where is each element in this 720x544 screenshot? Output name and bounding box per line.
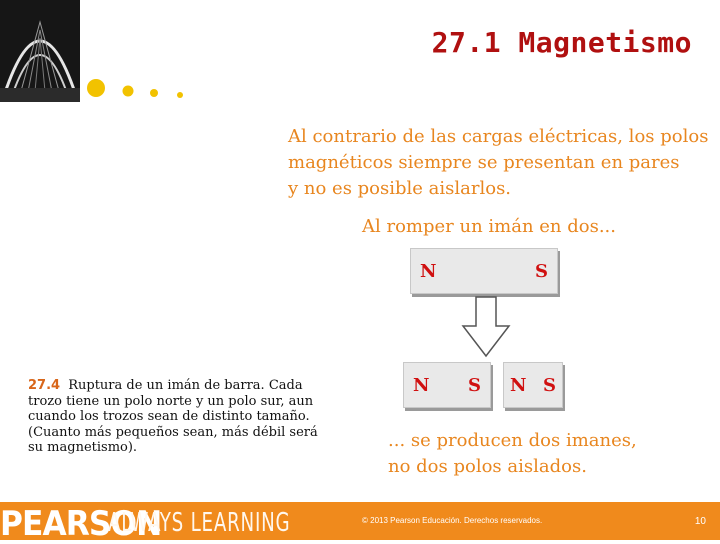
bridge-photo-thumbnail (0, 0, 80, 102)
bullet-dots-icon (86, 76, 196, 100)
north-pole-label: N (413, 374, 430, 396)
pearson-logo: PEARSON (0, 504, 162, 544)
intro-text (288, 124, 708, 202)
slide-title: 27.1 Magnetismo (431, 26, 692, 59)
bar-magnet-piece-1 (403, 362, 491, 408)
intro-line: magnéticos siempre se presentan en pares (288, 152, 680, 173)
result-line: ... se producen dos imanes, (388, 430, 637, 451)
break-caption: Al romper un imán en dos... (362, 216, 616, 237)
south-pole-label: S (468, 374, 481, 396)
tagline: ALWAYS LEARNING (108, 508, 291, 538)
copyright-text: © 2013 Pearson Educación. Derechos reservados. (362, 516, 543, 525)
bar-magnet-piece-2 (503, 362, 563, 408)
down-arrow-icon (461, 296, 511, 358)
footer-bar (0, 502, 720, 544)
bar-magnet-whole (410, 248, 558, 294)
intro-line: Al contrario de las cargas eléctricas, los polos (288, 126, 709, 147)
result-text (388, 428, 637, 480)
result-line: no dos polos aislados. (388, 456, 587, 477)
slide-number: 10 (694, 516, 706, 527)
south-pole-label: S (543, 374, 556, 396)
figure-caption-text: Ruptura de un imán de barra. Cada trozo tiene un polo norte y un polo sur, aun cuando los trozos sean de distinto tamaño. (Cuanto más pequeños sean, más débil será su magnetismo). (28, 378, 318, 455)
north-pole-label: N (510, 374, 527, 396)
north-pole-label: N (420, 260, 437, 282)
figure-number: 27.4 (28, 378, 61, 393)
figure-caption (28, 378, 318, 456)
intro-line: y no es posible aislarlos. (288, 178, 512, 199)
south-pole-label: S (535, 260, 548, 282)
